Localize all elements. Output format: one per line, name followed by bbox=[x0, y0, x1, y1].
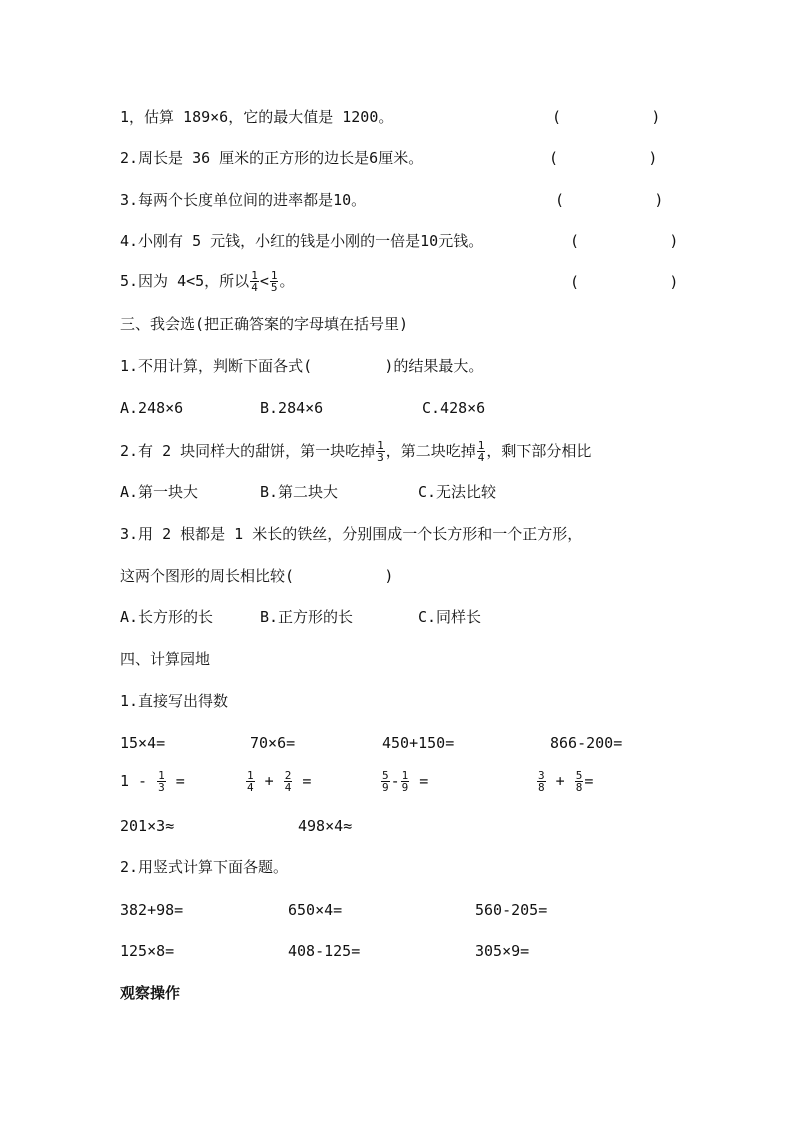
judge-item-2 bbox=[120, 148, 423, 168]
calc-item: 450+150= bbox=[382, 734, 455, 752]
denominator: 8 bbox=[575, 781, 583, 794]
calc-item: 382+98= bbox=[120, 901, 184, 919]
fraction bbox=[270, 270, 279, 293]
denominator: 8 bbox=[538, 781, 545, 794]
numerator: 3 bbox=[538, 769, 545, 782]
calc-item bbox=[245, 770, 311, 793]
numerator: 1 bbox=[401, 769, 409, 782]
question-text: ，剩下部分相比 bbox=[486, 442, 592, 460]
denominator: 4 bbox=[251, 281, 258, 294]
calc-item: 650×4= bbox=[288, 901, 343, 919]
expr-text: = bbox=[584, 772, 594, 790]
fraction bbox=[537, 770, 546, 793]
denominator: 9 bbox=[401, 781, 409, 794]
denominator: 4 bbox=[284, 781, 292, 794]
judge-item-text: 4.小刚有 5 元钱，小红的钱是小刚的一倍是10元钱。 bbox=[120, 232, 484, 250]
minus-sign: - bbox=[390, 772, 400, 790]
answer-paren[interactable]: ( ) bbox=[555, 191, 664, 209]
plus-sign: + bbox=[255, 772, 283, 790]
judge-item-text: 2.周长是 36 厘米的正方形的边长是6厘米。 bbox=[120, 149, 424, 167]
expr-text: = bbox=[166, 772, 185, 790]
fraction bbox=[246, 770, 255, 793]
option-c: C.同样长 bbox=[418, 608, 482, 626]
calc-item: 70×6= bbox=[250, 734, 296, 752]
numerator: 5 bbox=[382, 769, 389, 782]
calc-item: 498×4≈ bbox=[298, 817, 353, 835]
calc-item: 305×9= bbox=[475, 942, 530, 960]
calc-item: 866-200= bbox=[550, 734, 623, 752]
fraction bbox=[401, 770, 410, 793]
numerator: 1 bbox=[377, 439, 384, 452]
numerator: 1 bbox=[158, 769, 165, 782]
numerator: 1 bbox=[247, 769, 254, 782]
calc-item bbox=[536, 770, 593, 793]
less-than: < bbox=[259, 272, 269, 290]
subsection-title: 2.用竖式计算下面各题。 bbox=[120, 858, 289, 876]
question-text: ，第二块吃掉 bbox=[385, 442, 476, 460]
fraction bbox=[157, 770, 166, 793]
judge-item-text: 5.因为 4<5，所以 bbox=[120, 272, 250, 290]
section-title: 观察操作 bbox=[120, 984, 181, 1002]
plus-sign: + bbox=[546, 772, 574, 790]
numerator: 1 bbox=[251, 269, 258, 282]
question-2 bbox=[120, 440, 591, 463]
option-c: C.428×6 bbox=[422, 399, 486, 417]
judge-item-1 bbox=[120, 107, 393, 127]
option-a: A.第一块大 bbox=[120, 483, 199, 501]
denominator: 4 bbox=[477, 451, 485, 464]
section-title: 三、我会选(把正确答案的字母填在括号里) bbox=[120, 315, 409, 333]
numerator: 1 bbox=[270, 269, 278, 282]
answer-paren[interactable]: ( ) bbox=[570, 273, 679, 291]
period: 。 bbox=[279, 272, 295, 290]
question-3: 3.用 2 根都是 1 米长的铁丝，分别围成一个长方形和一个正方形， bbox=[120, 525, 583, 543]
calc-item bbox=[380, 770, 428, 793]
option-b: B.第二块大 bbox=[260, 483, 339, 501]
judge-item-text: 1，估算 189×6，它的最大值是 1200。 bbox=[120, 108, 394, 126]
calc-item: 201×3≈ bbox=[120, 817, 175, 835]
calc-item bbox=[120, 770, 185, 793]
answer-paren[interactable]: ( ) bbox=[552, 108, 661, 126]
denominator: 5 bbox=[270, 281, 278, 294]
numerator: 1 bbox=[477, 439, 485, 452]
judge-item-4 bbox=[120, 231, 483, 251]
fraction bbox=[477, 440, 486, 463]
answer-paren[interactable]: ( ) bbox=[570, 232, 679, 250]
judge-item-5 bbox=[120, 270, 294, 293]
calc-item: 408-125= bbox=[288, 942, 361, 960]
judge-item-text: 3.每两个长度单位间的进率都是10。 bbox=[120, 191, 367, 209]
numerator: 5 bbox=[575, 769, 583, 782]
denominator: 3 bbox=[158, 781, 165, 794]
calc-item: 125×8= bbox=[120, 942, 175, 960]
option-a: A.248×6 bbox=[120, 399, 184, 417]
fraction bbox=[381, 770, 390, 793]
question-1: 1.不用计算，判断下面各式( )的结果最大。 bbox=[120, 357, 484, 375]
fraction bbox=[376, 440, 385, 463]
question-3-cont: 这两个图形的周长相比较( ) bbox=[120, 567, 394, 585]
option-a: A.长方形的长 bbox=[120, 608, 214, 626]
fraction bbox=[575, 770, 584, 793]
subsection-title: 1.直接写出得数 bbox=[120, 692, 229, 710]
option-c: C.无法比较 bbox=[418, 483, 497, 501]
fraction bbox=[250, 270, 259, 293]
expr-text: = bbox=[293, 772, 312, 790]
denominator: 3 bbox=[377, 451, 384, 464]
calc-item: 15×4= bbox=[120, 734, 166, 752]
judge-item-3 bbox=[120, 190, 366, 210]
denominator: 4 bbox=[247, 781, 254, 794]
denominator: 9 bbox=[382, 781, 389, 794]
calc-item: 560-205= bbox=[475, 901, 548, 919]
option-b: B.正方形的长 bbox=[260, 608, 354, 626]
question-text: 2.有 2 块同样大的甜饼，第一块吃掉 bbox=[120, 442, 376, 460]
section-title: 四、计算园地 bbox=[120, 650, 211, 668]
expr-text: 1 - bbox=[120, 772, 157, 790]
numerator: 2 bbox=[284, 769, 292, 782]
expr-text: = bbox=[410, 772, 429, 790]
fraction bbox=[284, 770, 293, 793]
option-b: B.284×6 bbox=[260, 399, 324, 417]
answer-paren[interactable]: ( ) bbox=[549, 149, 658, 167]
